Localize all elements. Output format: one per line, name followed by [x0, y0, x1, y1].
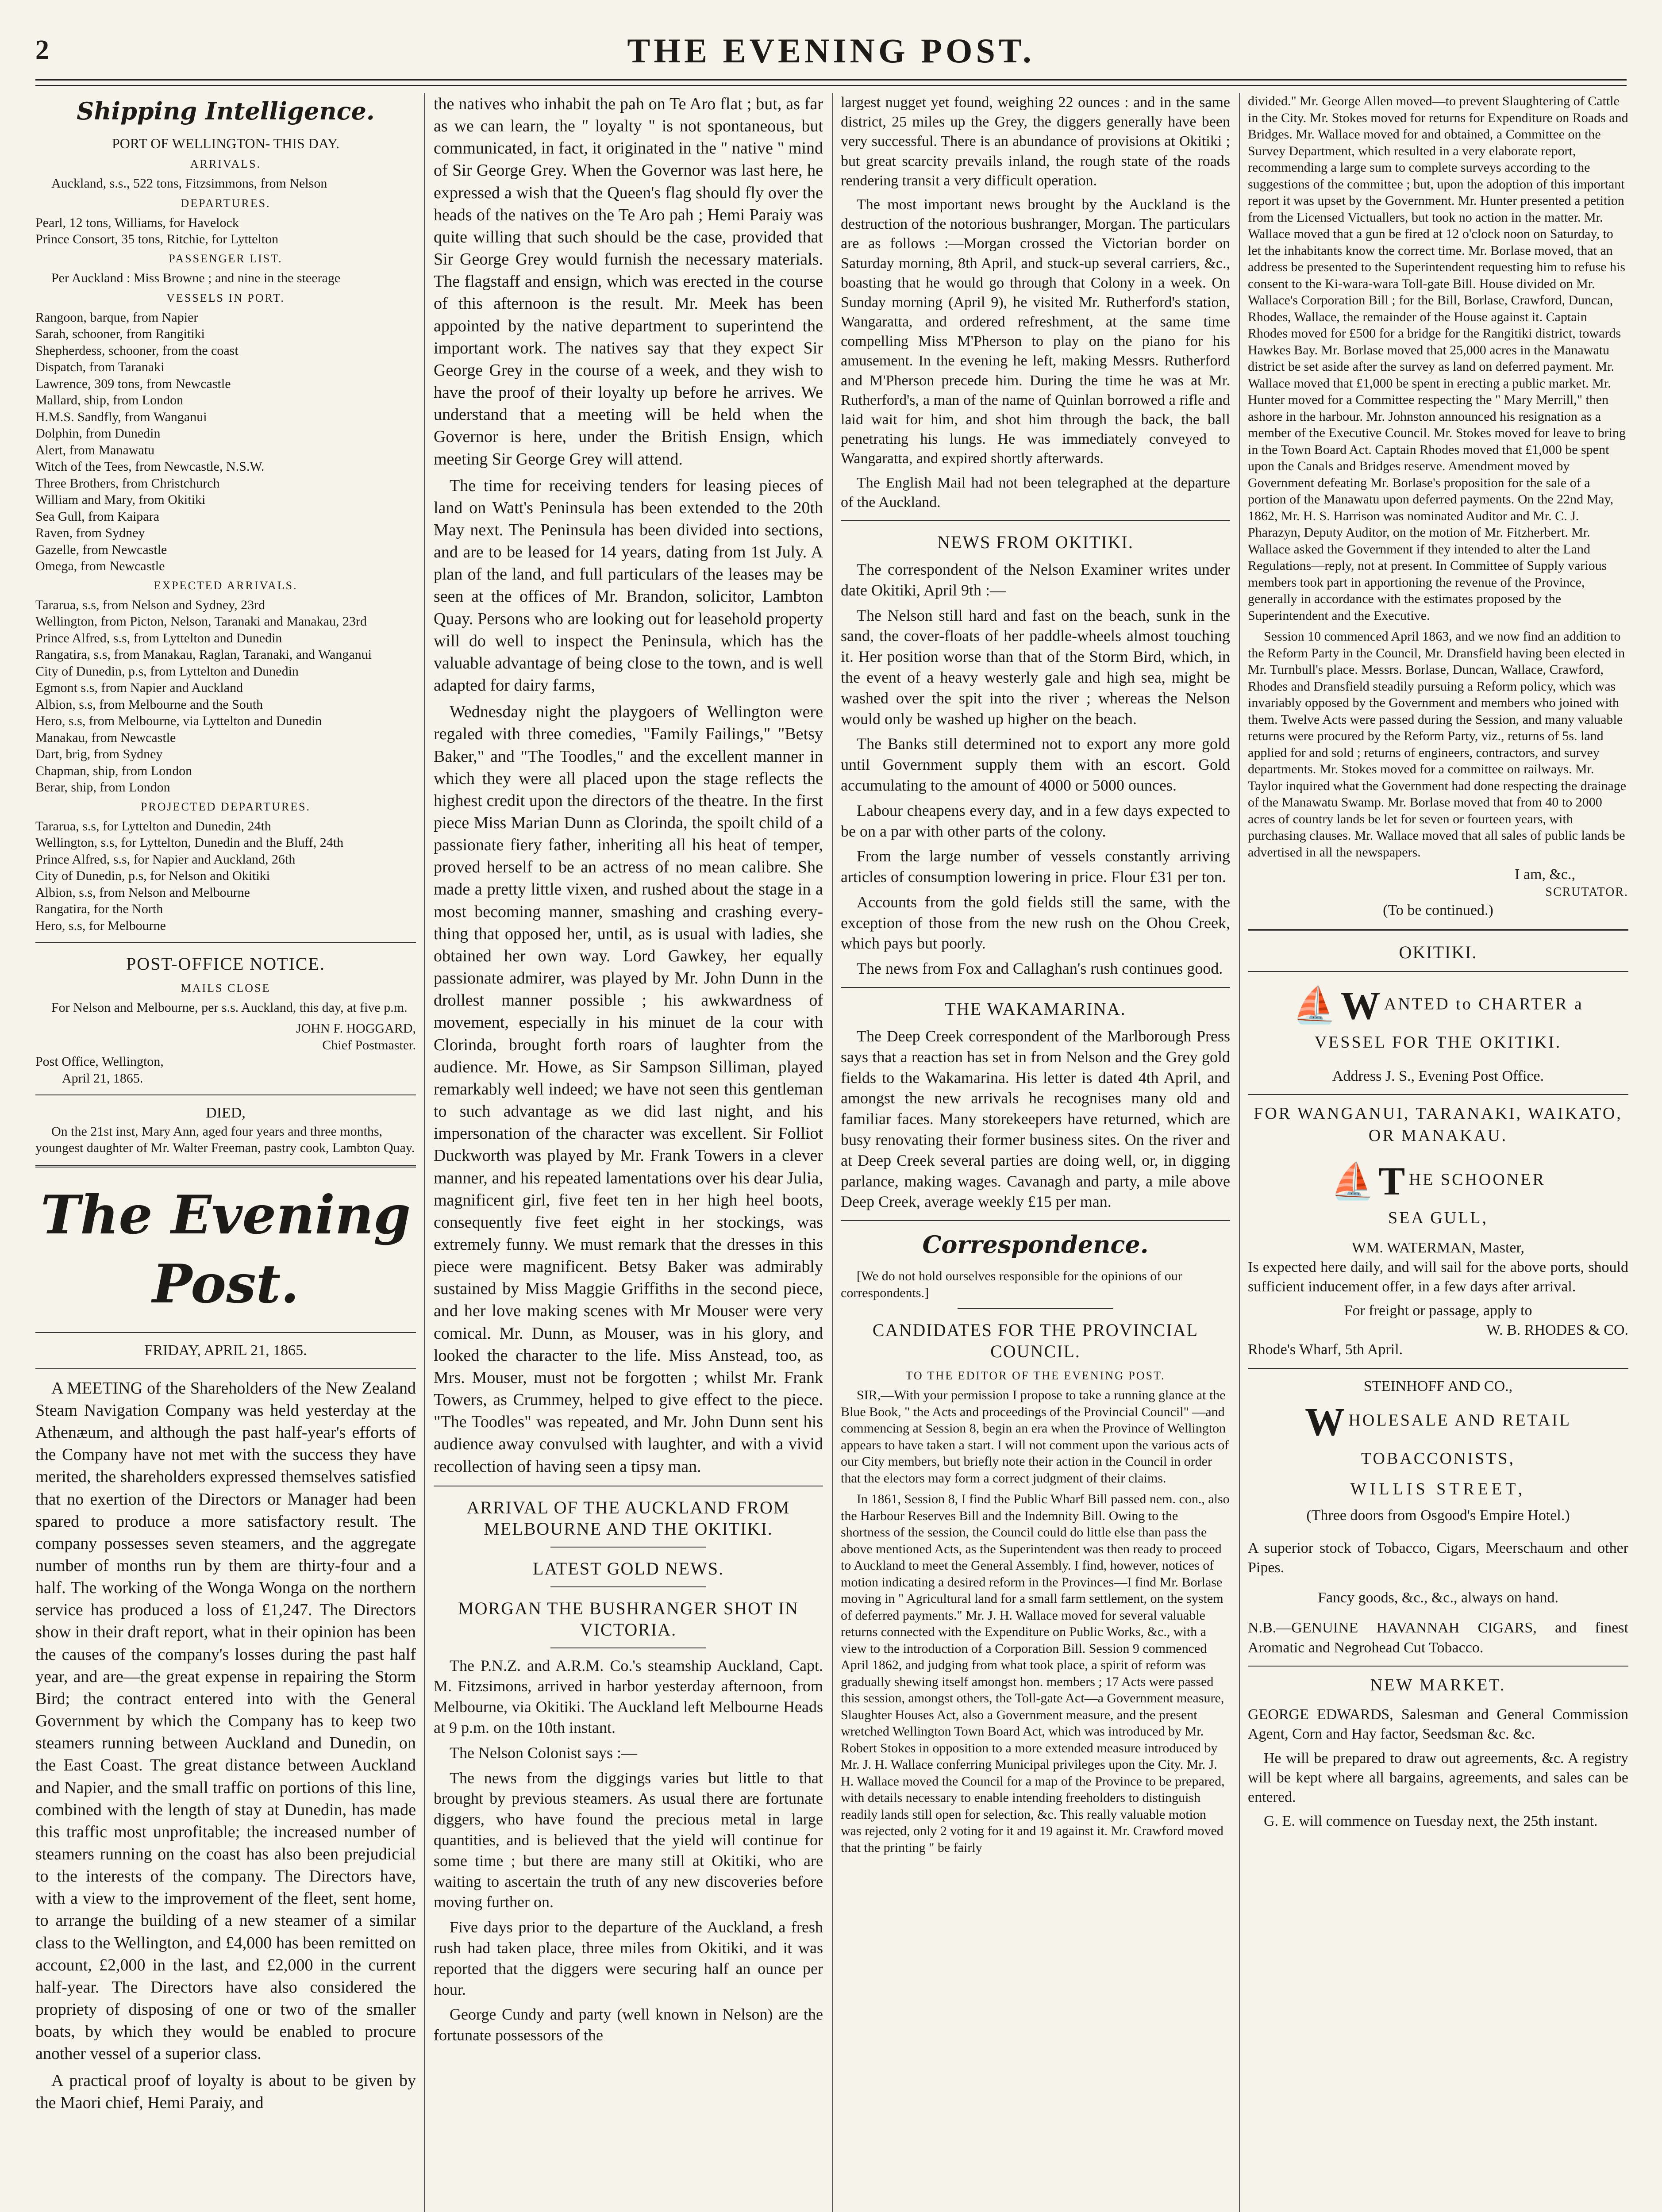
editorial-text: A MEETING of the Shareholders of the New Zealand Steam Navigation Company was held yesterday at the Athenæum, and although the past half-year's efforts of the Company have not met with the success they have merited, the shareholders expressed themselves satisfied that no exertion of the Directors or Manager had been spared to produce a more satisfactory result. The company possesses seven steamers, and the aggregate number of months run by them are thirty-four and a half. The working of the Wonga Wonga on the northern service has produced a loss of £1,247. The Directors show in their draft report, what in their opinion has been the causes of the company's losses during the past half year, and are—the great expense in repairing the Storm Bird; the contract entered into with the General Government by which the Company has to keep two steamers running between Auckland and Dunedin, on the East Coast. The great distance between Auckland and Napier, and the small traffic on portions of this line, combined with the length of stay at Dunedin, has made this traffic most unprofitable; the increased number of steamers running on the coast has also been prejudicial to the interests of the company. The Directors have, with a view to the improvement of the fleet, sent home, to arrange the building of a new steamer of a similar class to the Wellington, and £4,000 has been remitted on account, £2,000 in the last, and £2,000 in the current half-year. The Directors have also considered the propriety of disposing of one or two of the smaller boats, by which they would be enabled to procure another vessel of a superior class. — [35, 1379, 416, 2063]
continued-note: (To be continued.) — [1383, 902, 1493, 918]
list-item: Tararua, s.s, from Nelson and Sydney, 23rd — [35, 597, 265, 612]
top-rule — [35, 79, 1627, 86]
list-item: Albion, s.s, from Melbourne and the South — [35, 697, 263, 712]
list-item: City of Dunedin, p.s, for Nelson and Okitiki — [35, 868, 270, 883]
list-item: Shepherdess, schooner, from the coast — [35, 343, 239, 358]
advert-line: ANTED to CHARTER a — [1384, 995, 1584, 1014]
advert-master: WM. WATERMAN, Master, — [1352, 1239, 1524, 1256]
correspondence-note: [We do not hold ourselves responsible for the opinions of our correspondents.] — [841, 1269, 1182, 1300]
divider — [841, 520, 1230, 521]
advert-agent: W. B. RHODES & CO. — [1486, 1322, 1628, 1339]
letter-text: divided." Mr. George Allen moved—to prevent Slaughtering of Cattle in the City. Mr. Stokes moved for returns for Expenditure on Roads and Bridges. Mr. Wallace moved for and obtained, a Committee on the Survey Department, which resulted in a very elaborate report, recommending a large sum to complete surveys according to the suggestions of the committee ; but, upon the adoption of this important report it was upset by the Government. Mr. Hunter presented a petition from the Licensed Victuallers, but took no action in the matter. Mr. Wallace moved that a gun be fired at 12 o'clock noon on Saturday, to let the inhabitants know the correct time. Mr. Borlase moved, that an address be presented to the Superintendent requesting him to refuse his consent to the Ki-wara-wara Toll-gate Bill. House divided on Mr. Wallace's Corporation Bill ; for the Bill, Borlase, Crawford, Duncan, Rhodes, Wallace, the remainder of the House against it. Captain Rhodes moved for £500 for a bridge for the Rangitiki district, towards Hawkes Bay. Mr. Borlase moved that 25,000 acres in the Manawatu district be set aside after the survey as land on deferred payment. Mr. Wallace moved that £1,000 be spent in erecting a public market. Mr. Hunter moved for a Committee respecting the " Mary Merrill," then ashore in the harbour. Mr. Johnston announced his resignation as a member of the Executive Council. Mr. Stokes moved for leave to bring in the Town Board Act. Captain Rhodes moved that £1,000 be spent upon the Canals and Bridges reserve. Amendment moved by Government defeating Mr. Borlase's proposition for the sale of a portion of the Manawatu upon deferred payments. On the 22nd May, 1862, Mr. H. S. Harrison was nominated Auditor and Mr. C. J. Pharazyn, Deputy Auditor, on the motion of Mr. Fitzherbert. Mr. Wallace asked the Government if they intended to alter the Land Regulations—reply, not at present. In Committee of Supply various members took part in apportioning the revenue of the Province, generally in accordance with the estimates proposed by the Superintendent and the Executive. — [1248, 94, 1628, 623]
divider — [841, 987, 1230, 988]
letter-text: SIR,—With your permission I propose to take a running glance at the Blue Book, " the Acts and proceedings of the Provincial Council" —and commencing at Session 8, begin an era when the Province of Wellington appears to have taken a start. I will not comment upon the various acts of our City members, but briefly note their action in the Council in order that the electors may form a correct judgment of their claims. — [841, 1388, 1229, 1486]
advert-text: Fancy goods, &c., &c., always on hand. — [1318, 1590, 1558, 1606]
advert-location: (Three doors from Osgood's Empire Hotel.) — [1306, 1507, 1570, 1524]
divider — [1248, 971, 1628, 972]
divider — [550, 1586, 706, 1587]
post-office-title: Chief Postmaster. — [322, 1037, 416, 1052]
article-text: The news from the diggings varies but little to that brought by previous steamers. As usual there are fortunate diggers, who have found the precious metal in large quantities, and is believed that the yield will continue for some time ; but there are many still at Okitiki, who are waiting to ascertain the truth of any new discoveries before moving further on. — [434, 1769, 823, 1911]
list-item: William and Mary, from Okitiki — [35, 492, 206, 507]
divider — [35, 1165, 416, 1167]
market-advert — [1248, 1674, 1628, 1832]
list-item: Gazelle, from Newcastle — [35, 542, 167, 557]
column-3 — [841, 93, 1230, 2212]
advert-text: N.B.—GENUINE HAVANNAH CIGARS, and finest Aromatic and Negrohead Cut Tobacco. — [1248, 1620, 1628, 1656]
page-number: 2 — [35, 35, 49, 65]
advert-heading: FOR WANGANUI, TARANAKI, WAIKATO, OR MANAKAU. — [1254, 1104, 1623, 1145]
article-text: Accounts from the gold fields still the same, with the exception of those from the new rush on the Ohou Creek, which pays but poorly. — [841, 893, 1230, 952]
post-office-signature: JOHN F. HOGGARD, — [296, 1021, 416, 1036]
letter-text: In 1861, Session 8, I find the Public Wharf Bill passed nem. con., also the Harbour Reserves Bill and the Indemnity Bill. Owing to the shortness of the session, the Council could do little else than pass the above mentioned Acts, as the Superintendent was then ready to proceed to Auckland to meet the General Assembly. I find, however, notices of motion indicating a desired reform in the Provinces—I find Mr. Borlase moving in " Agricultural land for a small farm settlement, on the system of deferred payments." Mr. J. H. Wallace moved for several valuable returns connected with the Expenditure on Public Works, &c., with a view to the introduction of a Corporation Bill. Session 9 commenced April 1862, and judging from what took place, a spirit of reform was gradually shewing itself amongst hon. members ; 17 Acts were passed this session, amongst others, the Toll-gate Act—a Government measure, Slaughter Houses Act, also a Government measure, and the present wretched Wellington Town Board Act, which was introduced by Mr. Robert Stokes in opposition to a more extended measure introduced by Mr. J. H. Wallace conferring Municipal privileges upon the City. Mr. J. H. Wallace moved the Council for a map of the Province to be prepared, with details necessary to enable intending freeholders to distinguish readily lands still open for selection, &c. This really valuable motion was rejected, only 2 voting for it and 19 against it. Mr. Crawford moved that the printing " be fairly — [841, 1492, 1230, 1855]
departure-entry: Pearl, 12 tons, Williams, for Havelock — [35, 215, 239, 230]
list-item: Tararua, s.s, for Lyttelton and Dunedin, 24th — [35, 818, 271, 833]
column-divider — [1239, 93, 1240, 2212]
departure-entry: Prince Consort, 35 tons, Ritchie, for Lyttelton — [35, 232, 279, 247]
list-item: City of Dunedin, p.s, from Lyttelton and Dunedin — [35, 664, 299, 679]
vessels-list — [35, 309, 416, 575]
arrivals-label: ARRIVALS. — [190, 157, 262, 170]
list-item: Lawrence, 309 tons, from Newcastle — [35, 376, 231, 391]
divider — [35, 942, 416, 943]
list-item: Chapman, ship, from London — [35, 763, 192, 778]
departures-label: DEPARTURES. — [181, 197, 271, 210]
article-heading: MORGAN THE BUSHRANGER SHOT IN VICTORIA. — [458, 1598, 799, 1640]
list-item: Sarah, schooner, from Rangitiki — [35, 326, 205, 342]
list-item: Raven, from Sydney — [35, 526, 145, 541]
list-item: Mallard, ship, from London — [35, 393, 184, 408]
article-text: From the large number of vessels constantly arriving articles of consumption lowering in price. Flour £31 per ton. — [841, 847, 1230, 886]
divider — [958, 1308, 1113, 1309]
article-heading: ARRIVAL OF THE AUCKLAND FROM MELBOURNE AND THE OKITIKI. — [466, 1497, 790, 1539]
advert-line: HOLESALE AND RETAIL — [1348, 1411, 1572, 1430]
article-heading: LATEST GOLD NEWS. — [532, 1558, 724, 1578]
drop-cap: T — [1378, 1160, 1405, 1204]
advert-firm: STEINHOFF AND CO., — [1363, 1378, 1513, 1394]
paper-title: The Evening Post. — [40, 1183, 411, 1315]
advert-text: Is expected here daily, and will sail for the above ports, should sufficient inducement offer, in a few days after arrival. — [1248, 1259, 1628, 1295]
article-text: The Nelson still hard and fast on the beach, sunk in the sand, the cover-floats of her paddle-wheels almost touching it. Her position worse than that of the Storm Bird, which, in the event of a heavy westerly gale and high sea, might be washed over the spit into the river ; whereas the Nelson would only be washed up higher on the beach. — [841, 606, 1230, 728]
section-title: Shipping Intelligence. — [77, 97, 375, 125]
post-office-heading: POST-OFFICE NOTICE. — [126, 954, 325, 974]
article-text: Wednesday night the playgoers of Wellington were regaled with three comedies, "Family Failings," "Betsy Baker," and "The Toodles," and the excellent manner in which they were all placed upon the stage reflects the highest credit upon the directors of the theatre. In the first piece Miss Marian Dunn as Clorinda, the spoilt child of a passionate fiery father, inheriting all his heat of temper, proved herself to be an actress of no mean calibre. She made a pretty little vixen, and rushed about the stage in a most becoming manner, smashing and crashing every-thing that opposed her, until, as is usual with ladies, she obtained her own way. Lord Gawkey, her equally passionate admirer, was played by Mr. John Dunn in the drollest manner possible ; his awkwardness of movement, especially in his minuet de la cour with Clorinda, brought forth roars of laughter from the audience. Mr. Howe, as Sir Sampson Silliman, played remarkably well indeed; we have not seen this gentleman to such advantage as we did last night, and his impersonation of the character was excellent. Sir Folliot Duckworth was played by Mr. Frank Towers in a clever manner, and his repeated lamentations over his dear Julia, magnificent girl, five feet ten in her high heel boots, consequently five feet eight in her stockings, was extremely funny. We must remark that the dresses in this piece were magnificent. Betsy Baker was admirably sustained by Miss Maggie Griffiths in the second piece, and her love making scenes with Mr Mouser were very comical. Mr. Dunn, as Mouser, was in his glory, and looked the character to the life. Miss Anstead, too, as Mrs. Mouser, must not be forgotten ; whilst Mr. Frank Towers, as Crummey, helped to give effect to the piece. "The Toodles" was repeated, and Mr. John Dunn sent his audience away convulsed with laughter, and with a vivid recollection of having seen a tipsy man. — [434, 703, 823, 1476]
expected-list — [35, 597, 416, 796]
paper-name: THE EVENING POST. — [627, 31, 1035, 70]
arrival-entry: Auckland, s.s., 522 tons, Fitzsimmons, from Nelson — [51, 176, 327, 191]
projected-list — [35, 818, 416, 934]
divider — [35, 1368, 416, 1369]
article-text: The time for receiving tenders for leasing pieces of land on Watt's Peninsula has been extended to the 20th May next. The Peninsula has been divided into sections, and are to be leased for 14 years, dating from 1st July. A plan of the land, and full particulars of the leases may be seen at the offices of Mr. Brandon, solicitor, Lambton Quay. Persons who are looking out for leasehold property will do well to inspect the Peninsula, which has the valuable advantage of being close to the town, and is well adapted for dairy farms, — [434, 476, 823, 695]
list-item: Dolphin, from Dunedin — [35, 426, 161, 441]
advert-text: A superior stock of Tobacco, Cigars, Meerschaum and other Pipes. — [1248, 1540, 1628, 1576]
article-text: Labour cheapens every day, and in a few days expected to be on a par with other parts of the colony. — [841, 801, 1230, 840]
column-divider — [832, 93, 833, 2212]
ship-icon: ⛵ — [1331, 1162, 1375, 1201]
advert-date: Rhode's Wharf, 5th April. — [1248, 1341, 1403, 1358]
expected-label: EXPECTED ARRIVALS. — [154, 579, 298, 592]
vessels-label: VESSELS IN PORT. — [166, 292, 285, 305]
masthead — [35, 27, 1627, 80]
projected-label: PROJECTED DEPARTURES. — [140, 800, 311, 813]
article-text: The English Mail had not been telegraphed at the departure of the Auckland. — [841, 474, 1230, 511]
list-item: Omega, from Newcastle — [35, 559, 165, 574]
article-heading: THE WAKAMARINA. — [945, 999, 1126, 1019]
advert-line: SEA GULL, — [1388, 1209, 1488, 1228]
article-text: The news from Fox and Callaghan's rush continues good. — [857, 960, 1223, 978]
post-office-text: For Nelson and Melbourne, per s.s. Auckland, this day, at five p.m. — [51, 1000, 408, 1015]
list-item: Prince Alfred, s.s, from Lyttelton and Dunedin — [35, 630, 282, 645]
advert-line: VESSEL FOR THE OKITIKI. — [1314, 1033, 1562, 1052]
letter-closing: I am, &c., — [1515, 866, 1575, 883]
list-item: Rangatira, s.s, from Manakau, Raglan, Taranaki, and Wanganui — [35, 647, 372, 662]
article-text: The Banks still determined not to export any more gold until Government supply them with an escort. Gold accumulating to the amount of 4000 or 5000 ounces. — [841, 735, 1230, 794]
port-heading: PORT OF WELLINGTON- THIS DAY. — [112, 135, 339, 152]
tobacconist-advert — [1248, 1377, 1628, 1658]
list-item: Egmont s.s, from Napier and Auckland — [35, 680, 243, 695]
advert-line: TOBACCONISTS, — [1361, 1449, 1515, 1468]
list-item: Prince Alfred, s.s, for Napier and Auckland, 26th — [35, 852, 296, 867]
article-heading: NEWS FROM OKITIKI. — [937, 532, 1134, 552]
passenger-label: PASSENGER LIST. — [169, 252, 283, 265]
correspondence-title: Correspondence. — [922, 1230, 1149, 1259]
letter-text: Session 10 commenced April 1863, and we now find an addition to the Reform Party in the Council, Mr. Dransfield having been elected in Mr. Turnbull's place. Messrs. Borlase, Duncan, Wallace, Crawford, Rhodes and Dransfield steadily pursuing a Reform policy, which was invariably opposed by the Government and members who joined with them. Twelve Acts were passed during the Session, and many valuable returns were procured by the Reform Party, viz., returns of 5s. land applied for and sold ; returns of engineers, contractors, and survey departments. Mr. Stokes moved for a committee on railways. Mr. Taylor inquired what the Government had done respecting the drainage of the Manawatu Swamp. Mr. Borlase moved that from 40 to 2000 acres of country lands be let for seven or fourteen years, with purchasing clauses. Mr. Wallace moved that all sales of public lands be advertised in all the newspapers. — [1248, 629, 1627, 860]
divider — [841, 1220, 1230, 1221]
post-office-place: Post Office, Wellington, — [35, 1054, 164, 1069]
article-text: largest nugget yet found, weighing 22 ounces : and in the same district, 25 miles up the Grey, the diggers generally have been very successful. There is an abundance of provisions at Okitiki ; but great scarcity prevails inland, the rough state of the roads rendering transit a very difficult operation. — [841, 94, 1230, 189]
mails-close-label: MAILS CLOSE — [181, 982, 271, 995]
list-item: Witch of the Tees, from Newcastle, N.S.W. — [35, 459, 265, 474]
list-item: Hero, s.s, for Melbourne — [35, 918, 166, 933]
letter-heading: CANDIDATES FOR THE PROVINCIAL COUNCIL. — [872, 1320, 1199, 1362]
passenger-entry: Per Auckland : Miss Browne ; and nine in the steerage — [51, 270, 341, 285]
advert-street: WILLIS STREET, — [1350, 1480, 1526, 1499]
list-item: Dispatch, from Taranaki — [35, 360, 165, 375]
divider — [550, 1647, 706, 1648]
list-item: Wellington, from Picton, Nelson, Taranaki and Manakau, 23rd — [35, 614, 367, 629]
list-item: H.M.S. Sandfly, from Wanganui — [35, 409, 207, 424]
list-item: Sea Gull, from Kaipara — [35, 509, 159, 524]
list-item: Three Brothers, from Christchurch — [35, 476, 220, 491]
drop-cap: W — [1304, 1400, 1345, 1444]
schooner-advert — [1248, 1103, 1628, 1359]
column-4 — [1248, 93, 1628, 2212]
advert-text: He will be prepared to draw out agreements, &c. A registry will be kept where all bargains, agreements, and sales can be entered. — [1248, 1750, 1628, 1805]
advert-text: G. E. will commence on Tuesday next, the 25th instant. — [1264, 1813, 1598, 1830]
divider — [35, 1094, 416, 1095]
list-item: Hero, s.s, from Melbourne, via Lyttelton and Dunedin — [35, 714, 322, 729]
list-item: Rangatira, for the North — [35, 902, 163, 917]
article-text: Five days prior to the departure of the Auckland, a fresh rush had taken place, three miles from Okitiki, and it was reported that the diggers were securing half an ounce per hour. — [434, 1918, 823, 1998]
list-item: Manakau, from Newcastle — [35, 730, 176, 745]
column-2 — [434, 93, 823, 2212]
article-text: George Cundy and party (well known in Nelson) are the fortunate possessors of the — [434, 2005, 823, 2044]
article-text: The most important news brought by the Auckland is the destruction of the notorious bushranger, Morgan. The particulars are as follows :—Morgan crossed the Victorian border on Saturday morning, 8th April, and stuck-up several carriers, &c., boasting that he would go through that Colony in a week. On Sunday morning (April 9), he visited Mr. Rutherford's station, Wangaratta, and ordered refreshment, at the same time compelling Miss M'Pherson to play on the piano for his amusement. In the evening he left, making Messrs. Rutherford and M'Pherson precede him. During the time he was at Mr. Rutherford's, a man of the name of Quinlan borrowed a rifle and laid wait for him, and shot him through the back, the ball penetrating his lungs. He was immediately conveyed to Wangaratta, and expired shortly afterwards. — [841, 196, 1230, 467]
article-text: The P.N.Z. and A.R.M. Co.'s steamship Auckland, Capt. M. Fitzsimons, arrived in harbor yesterday afternoon, from Melbourne, via Okitiki. The Auckland left Melbourne Heads at 9 p.m. on the 10th instant. — [434, 1656, 823, 1737]
divider — [35, 1332, 416, 1333]
divider — [1248, 1666, 1628, 1667]
advert-text: For freight or passage, apply to — [1344, 1302, 1532, 1319]
died-heading: DIED, — [206, 1105, 246, 1121]
letter-signature: SCRUTATOR. — [1545, 885, 1628, 899]
advert-address: Address J. S., Evening Post Office. — [1332, 1068, 1544, 1085]
list-item: Alert, from Manawatu — [35, 442, 155, 457]
divider — [1248, 929, 1628, 931]
advert-heading: NEW MARKET. — [1370, 1675, 1506, 1694]
divider — [1248, 1368, 1628, 1369]
column-divider — [424, 93, 425, 2212]
article-text: The correspondent of the Nelson Examiner writes under date Okitiki, April 9th :— — [841, 560, 1230, 599]
article-text: the natives who inhabit the pah on Te Aro flat ; but, as far as we can learn, the " loyalty " is not spontaneous, but communicated, in fact, it originated in the " native " mind of Sir George Grey. When the Governor was last here, he expressed a wish that the Queen's flag should fly over the heads of the natives on the Te Aro pah ; Hemi Paraiy was quite willing that such should be the case, provided that Sir George Grey would furnish the necessary materials. The flagstaff and ensign, which was erected in the course of this afternoon is the result. Mr. Meek has been appointed by the native department to superintend the important work. The natives say that they expect Sir George Grey in the course of a week, and they wish to have the proof of their loyalty up before he arrives. We understand that a meeting will be held when the Governor is here, under the British Ensign, which meeting Sir George Grey will attend. — [434, 95, 823, 469]
article-text: The Deep Creek correspondent of the Marlborough Press says that a reaction has set in from Nelson and the Grey gold fields to the Wakamarina. His letter is dated 4th April, and amongst the new arrivals he recognises many old and familiar faces. Many storekeepers have returned, which are busy renovating their former business sites. On the river and at Deep Creek several parties are doing well, or, in digging parlance, making wages. Cavanagh and party, a mile above Deep Creek, average weekly £15 per man. — [841, 1027, 1230, 1211]
charter-advert — [1248, 980, 1628, 1087]
column-1 — [35, 93, 416, 2212]
to-editor-label: TO THE EDITOR OF THE EVENING POST. — [905, 1369, 1166, 1382]
list-item: Wellington, s.s, for Lyttelton, Dunedin and the Bluff, 24th — [35, 835, 344, 850]
list-item: Rangoon, barque, from Napier — [35, 310, 198, 325]
divider — [550, 1547, 706, 1548]
article-text: The Nelson Colonist says :— — [450, 1743, 637, 1762]
advert-line: HE SCHOONER — [1408, 1170, 1546, 1189]
dateline: FRIDAY, APRIL 21, 1865. — [144, 1342, 307, 1359]
list-item: Berar, ship, from London — [35, 780, 170, 795]
drop-cap: W — [1340, 983, 1381, 1028]
advert-text: GEORGE EDWARDS, Salesman and General Commission Agent, Corn and Hay factor, Seedsman &c. &c. — [1248, 1706, 1628, 1743]
ship-icon: ⛵ — [1293, 986, 1337, 1025]
list-item: Dart, brig, from Sydney — [35, 747, 163, 762]
editorial-text: A practical proof of loyalty is about to be given by the Maori chief, Hemi Paraiy, and — [35, 2071, 416, 2112]
okitiki-heading: OKITIKI. — [1399, 942, 1477, 962]
list-item: Albion, s.s, from Nelson and Melbourne — [35, 885, 250, 900]
post-office-date: April 21, 1865. — [62, 1071, 143, 1086]
died-notice: On the 21st inst, Mary Ann, aged four years and three months, youngest daughter of Mr. Walter Freeman, pastry cook, Lambton Quay. — [35, 1124, 415, 1156]
divider — [1248, 1094, 1628, 1095]
